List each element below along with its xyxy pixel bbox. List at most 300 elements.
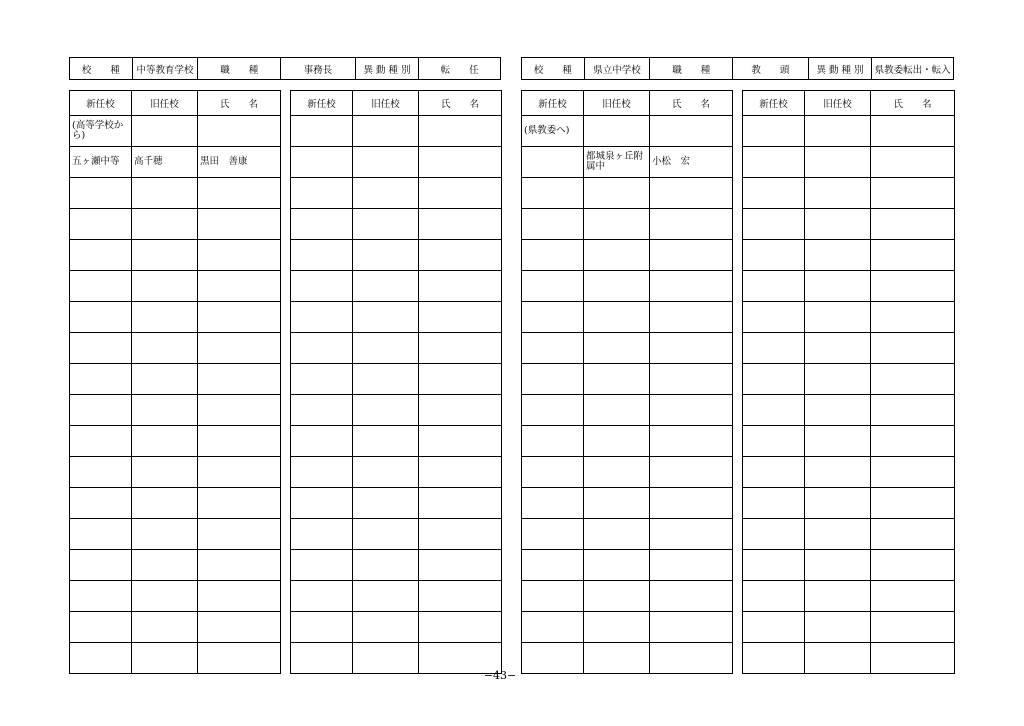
cell-old-school — [584, 581, 650, 612]
table-row — [70, 178, 281, 209]
column-header-name: 氏 名 — [198, 91, 281, 116]
cell-old-school — [353, 364, 419, 395]
cell-new-school — [70, 271, 132, 302]
cell-name — [419, 426, 502, 457]
cell-old-school — [584, 395, 650, 426]
cell-old-school — [132, 426, 198, 457]
cell-new-school — [70, 426, 132, 457]
cell-old-school — [132, 364, 198, 395]
cell-name — [871, 240, 955, 271]
cell-name — [871, 550, 955, 581]
cell-new-school — [522, 240, 584, 271]
cell-new-school — [522, 364, 584, 395]
cell-name — [650, 581, 733, 612]
cell-name — [650, 643, 733, 674]
cell-old-school — [805, 302, 871, 333]
cell-new-school — [743, 147, 805, 178]
cell-old-school — [132, 209, 198, 240]
cell-new-school — [291, 240, 353, 271]
cell-name — [198, 643, 281, 674]
cell-name — [650, 333, 733, 364]
cell-old-school — [132, 457, 198, 488]
cell-old-school: 都城泉ヶ丘附属中 — [584, 147, 650, 178]
cell-old-school — [805, 178, 871, 209]
cell-name — [871, 302, 955, 333]
cell-old-school — [805, 116, 871, 147]
cell-old-school — [584, 519, 650, 550]
right-job-type-value: 教 頭 — [732, 58, 808, 79]
cell-new-school — [743, 209, 805, 240]
column-header-new-school: 新任校 — [522, 91, 584, 116]
cell-new-school — [291, 302, 353, 333]
table-row — [70, 426, 281, 457]
table-row — [70, 643, 281, 674]
cell-name — [419, 457, 502, 488]
cell-name — [871, 457, 955, 488]
cell-new-school — [522, 488, 584, 519]
table-row — [522, 488, 733, 519]
table-row — [743, 333, 955, 364]
left-table-2 — [290, 90, 502, 674]
cell-new-school — [291, 612, 353, 643]
table-row — [291, 116, 502, 147]
table-row — [743, 550, 955, 581]
left-school-type-label: 校 種 — [81, 64, 120, 76]
cell-name — [650, 116, 733, 147]
cell-old-school — [584, 612, 650, 643]
cell-old-school — [353, 395, 419, 426]
cell-new-school — [70, 302, 132, 333]
cell-old-school — [584, 488, 650, 519]
left-job-type-label: 職 種 — [197, 58, 280, 79]
cell-old-school — [584, 457, 650, 488]
cell-name: 小松 宏 — [650, 147, 733, 178]
table-row — [743, 519, 955, 550]
cell-name — [419, 271, 502, 302]
cell-name — [650, 550, 733, 581]
cell-old-school — [805, 550, 871, 581]
table-row — [743, 240, 955, 271]
cell-new-school — [291, 147, 353, 178]
table-row — [70, 612, 281, 643]
cell-new-school — [291, 519, 353, 550]
cell-old-school — [805, 395, 871, 426]
cell-name — [419, 116, 502, 147]
cell-new-school — [291, 550, 353, 581]
column-header-name: 氏 名 — [650, 91, 733, 116]
cell-new-school — [70, 581, 132, 612]
cell-name — [650, 395, 733, 426]
cell-new-school — [522, 643, 584, 674]
cell-name — [650, 612, 733, 643]
cell-name — [198, 426, 281, 457]
cell-new-school — [291, 178, 353, 209]
cell-old-school — [584, 643, 650, 674]
cell-new-school — [291, 364, 353, 395]
left-school-type-value: 中等教育学校 — [132, 58, 198, 79]
cell-old-school — [132, 240, 198, 271]
table-row — [522, 395, 733, 426]
cell-new-school — [743, 395, 805, 426]
cell-old-school — [353, 209, 419, 240]
cell-name — [198, 581, 281, 612]
table-row — [291, 457, 502, 488]
cell-old-school — [805, 333, 871, 364]
cell-old-school — [584, 426, 650, 457]
cell-old-school — [132, 333, 198, 364]
cell-name — [198, 178, 281, 209]
cell-old-school — [805, 488, 871, 519]
cell-name — [871, 643, 955, 674]
cell-new-school — [743, 178, 805, 209]
cell-new-school — [522, 333, 584, 364]
cell-name — [419, 488, 502, 519]
column-header-new-school: 新任校 — [743, 91, 805, 116]
table-row — [291, 488, 502, 519]
cell-old-school — [805, 209, 871, 240]
cell-name — [650, 209, 733, 240]
cell-new-school — [70, 612, 132, 643]
cell-old-school — [353, 271, 419, 302]
cell-new-school — [522, 581, 584, 612]
cell-new-school — [743, 426, 805, 457]
cell-name — [650, 271, 733, 302]
cell-old-school — [584, 271, 650, 302]
cell-name — [419, 209, 502, 240]
table-row — [70, 581, 281, 612]
cell-name — [198, 116, 281, 147]
table-row — [291, 364, 502, 395]
cell-old-school — [584, 240, 650, 271]
cell-old-school — [353, 147, 419, 178]
cell-new-school — [522, 612, 584, 643]
cell-name — [198, 550, 281, 581]
cell-new-school — [522, 147, 584, 178]
cell-name — [871, 147, 955, 178]
cell-new-school — [70, 519, 132, 550]
cell-old-school — [132, 581, 198, 612]
cell-name — [650, 178, 733, 209]
cell-new-school — [291, 116, 353, 147]
left-move-type-label: 異 動 種 別 — [355, 58, 419, 79]
cell-new-school — [522, 178, 584, 209]
cell-new-school — [291, 488, 353, 519]
page-number: −43− — [483, 669, 517, 682]
cell-name — [650, 519, 733, 550]
cell-new-school — [743, 457, 805, 488]
cell-name — [650, 426, 733, 457]
cell-old-school — [353, 333, 419, 364]
cell-new-school — [522, 550, 584, 581]
table-row — [743, 302, 955, 333]
column-header-name: 氏 名 — [419, 91, 502, 116]
cell-new-school — [743, 302, 805, 333]
cell-name — [650, 364, 733, 395]
table-row — [522, 209, 733, 240]
cell-new-school — [70, 457, 132, 488]
table-row — [743, 457, 955, 488]
table-row — [70, 302, 281, 333]
table-row — [522, 457, 733, 488]
cell-name — [419, 581, 502, 612]
table-row — [522, 240, 733, 271]
table-row — [291, 302, 502, 333]
table-row — [522, 302, 733, 333]
cell-name — [198, 271, 281, 302]
cell-new-school — [291, 426, 353, 457]
cell-new-school — [743, 240, 805, 271]
cell-old-school — [353, 581, 419, 612]
left-table-1 — [69, 90, 281, 674]
cell-new-school — [70, 643, 132, 674]
cell-name — [871, 612, 955, 643]
cell-old-school — [584, 333, 650, 364]
table-row — [522, 643, 733, 674]
cell-name — [198, 333, 281, 364]
table-row — [70, 457, 281, 488]
cell-new-school — [522, 209, 584, 240]
cell-new-school — [522, 302, 584, 333]
table-row — [70, 488, 281, 519]
cell-name — [650, 488, 733, 519]
cell-old-school — [584, 364, 650, 395]
cell-old-school — [353, 426, 419, 457]
column-header-old-school: 旧任校 — [584, 91, 650, 116]
cell-old-school — [353, 240, 419, 271]
table-row — [743, 426, 955, 457]
left-job-type-value: 事務長 — [280, 58, 355, 79]
cell-new-school — [743, 271, 805, 302]
table-row — [522, 426, 733, 457]
cell-old-school — [805, 426, 871, 457]
cell-new-school — [291, 581, 353, 612]
cell-name — [650, 457, 733, 488]
cell-new-school — [70, 333, 132, 364]
table-row — [291, 147, 502, 178]
cell-old-school — [805, 643, 871, 674]
cell-new-school — [743, 550, 805, 581]
cell-old-school — [353, 178, 419, 209]
cell-old-school — [805, 519, 871, 550]
table-row — [522, 519, 733, 550]
cell-new-school — [522, 426, 584, 457]
cell-old-school — [584, 209, 650, 240]
cell-old-school — [132, 550, 198, 581]
table-row — [70, 395, 281, 426]
cell-old-school — [132, 178, 198, 209]
cell-old-school — [353, 457, 419, 488]
cell-new-school: (高等学校から) — [70, 116, 132, 147]
cell-name — [871, 426, 955, 457]
cell-new-school — [743, 519, 805, 550]
table-row — [743, 209, 955, 240]
cell-name — [198, 302, 281, 333]
cell-old-school — [805, 612, 871, 643]
column-header-new-school: 新任校 — [70, 91, 132, 116]
cell-old-school — [353, 612, 419, 643]
cell-new-school — [70, 178, 132, 209]
cell-old-school — [805, 271, 871, 302]
table-row — [291, 426, 502, 457]
cell-name — [419, 147, 502, 178]
table-row — [70, 240, 281, 271]
cell-old-school — [132, 643, 198, 674]
cell-new-school — [522, 457, 584, 488]
table-row — [522, 178, 733, 209]
left-header — [69, 57, 501, 80]
table-row — [70, 116, 281, 147]
cell-name — [419, 302, 502, 333]
cell-new-school — [70, 395, 132, 426]
table-row — [522, 581, 733, 612]
cell-name — [871, 178, 955, 209]
column-header-new-school: 新任校 — [291, 91, 353, 116]
cell-name — [198, 519, 281, 550]
cell-old-school — [584, 302, 650, 333]
table-row — [522, 550, 733, 581]
table-row — [70, 147, 281, 178]
cell-old-school — [132, 612, 198, 643]
cell-name — [871, 333, 955, 364]
table-row — [291, 581, 502, 612]
cell-new-school — [743, 581, 805, 612]
cell-name — [419, 240, 502, 271]
cell-name — [419, 550, 502, 581]
table-row — [291, 395, 502, 426]
table-row — [291, 209, 502, 240]
table-row — [743, 147, 955, 178]
cell-new-school — [70, 209, 132, 240]
cell-name — [198, 488, 281, 519]
cell-name: 黒田 善康 — [198, 147, 281, 178]
cell-name — [871, 581, 955, 612]
cell-new-school — [291, 643, 353, 674]
right-table-2 — [742, 90, 955, 674]
cell-name — [650, 240, 733, 271]
cell-name — [871, 395, 955, 426]
cell-name — [871, 364, 955, 395]
cell-name — [419, 612, 502, 643]
cell-new-school — [522, 271, 584, 302]
table-row — [743, 612, 955, 643]
cell-name — [871, 116, 955, 147]
cell-name — [419, 519, 502, 550]
column-header-old-school: 旧任校 — [353, 91, 419, 116]
cell-name — [419, 364, 502, 395]
cell-name — [419, 395, 502, 426]
table-row — [70, 550, 281, 581]
cell-new-school — [291, 271, 353, 302]
cell-name — [198, 612, 281, 643]
cell-name — [871, 271, 955, 302]
cell-old-school — [132, 395, 198, 426]
table-row — [291, 240, 502, 271]
cell-name — [198, 240, 281, 271]
cell-new-school — [743, 333, 805, 364]
cell-name — [198, 457, 281, 488]
cell-old-school — [805, 457, 871, 488]
table-row — [522, 147, 733, 178]
table-row — [70, 519, 281, 550]
cell-old-school — [132, 519, 198, 550]
cell-new-school — [522, 395, 584, 426]
cell-old-school — [805, 581, 871, 612]
cell-old-school — [584, 178, 650, 209]
column-header-old-school: 旧任校 — [132, 91, 198, 116]
right-header — [521, 57, 954, 80]
table-row — [291, 178, 502, 209]
table-row — [743, 271, 955, 302]
cell-old-school — [353, 302, 419, 333]
cell-old-school — [353, 550, 419, 581]
table-row — [743, 581, 955, 612]
cell-name — [198, 209, 281, 240]
column-header-name: 氏 名 — [871, 91, 955, 116]
cell-old-school — [353, 519, 419, 550]
cell-old-school — [584, 550, 650, 581]
table-row — [522, 271, 733, 302]
cell-new-school — [743, 643, 805, 674]
cell-new-school — [70, 550, 132, 581]
table-row — [291, 519, 502, 550]
cell-old-school — [132, 116, 198, 147]
cell-name — [871, 209, 955, 240]
table-row — [743, 643, 955, 674]
right-move-type-value: 県教委転出・転入 — [871, 58, 953, 79]
table-row — [291, 333, 502, 364]
table-row — [70, 271, 281, 302]
cell-new-school — [743, 488, 805, 519]
right-job-type-label: 職 種 — [649, 58, 732, 79]
table-row — [743, 178, 955, 209]
table-row — [743, 116, 955, 147]
cell-old-school — [353, 116, 419, 147]
table-row — [291, 643, 502, 674]
table-row — [70, 209, 281, 240]
table-row — [743, 488, 955, 519]
cell-old-school — [132, 488, 198, 519]
cell-new-school: 五ヶ瀬中等 — [70, 147, 132, 178]
table-row — [291, 271, 502, 302]
cell-new-school — [70, 488, 132, 519]
right-school-type-label: 校 種 — [533, 64, 572, 76]
table-row — [522, 333, 733, 364]
table-row — [291, 550, 502, 581]
table-row — [743, 395, 955, 426]
table-row — [743, 364, 955, 395]
cell-new-school — [291, 209, 353, 240]
table-row — [70, 364, 281, 395]
table-row — [522, 612, 733, 643]
cell-name — [419, 178, 502, 209]
cell-old-school — [132, 302, 198, 333]
cell-old-school: 高千穂 — [132, 147, 198, 178]
table-row — [291, 612, 502, 643]
cell-name — [871, 488, 955, 519]
cell-old-school — [353, 643, 419, 674]
left-move-type-value: 転 任 — [418, 58, 500, 79]
cell-old-school — [584, 116, 650, 147]
right-move-type-label: 異 動 種 別 — [808, 58, 872, 79]
cell-name — [419, 333, 502, 364]
cell-new-school — [291, 395, 353, 426]
cell-old-school — [132, 271, 198, 302]
cell-name — [650, 302, 733, 333]
cell-new-school: (県教委へ) — [522, 116, 584, 147]
cell-new-school — [70, 240, 132, 271]
cell-name — [198, 364, 281, 395]
cell-new-school — [70, 364, 132, 395]
